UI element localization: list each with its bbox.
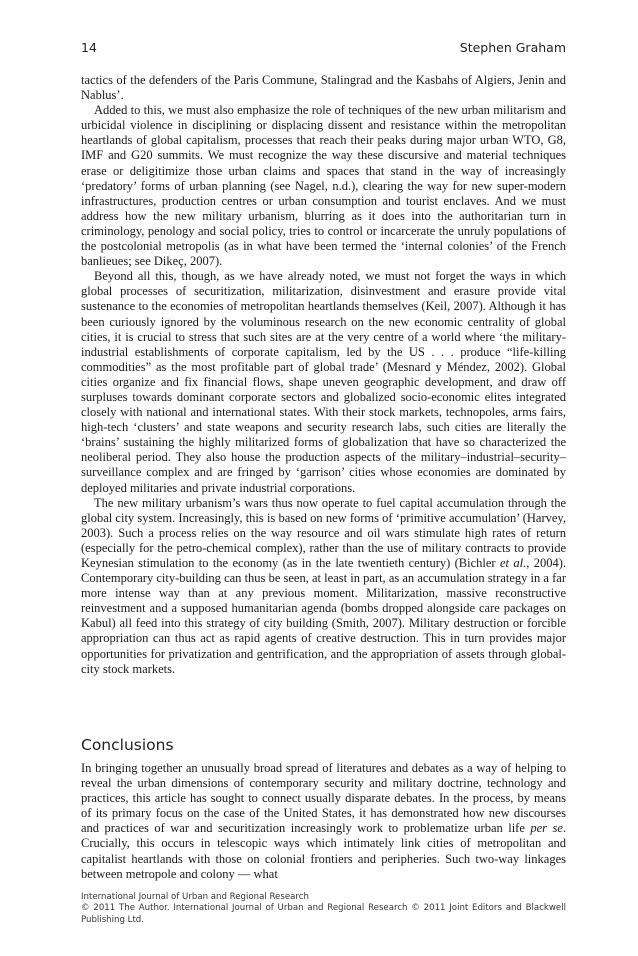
- running-head-author: Stephen Graham: [459, 40, 566, 55]
- page-number: 14: [81, 40, 97, 55]
- conclusions-body-text: [81, 761, 566, 882]
- paragraph-text: In bringing together an unusually broad spread of literatures and debates as a way of helping to reveal the urban dimensions of contemporary security and military doctrine, technology and practices, this article has sought to connect usually disparate debates. In the process, by means of its primary focus on the case of the United States, it has demonstrated how new discourses and practices of war and securitization increasingly work to problematize urban life: [81, 761, 566, 836]
- paragraph-capital-accumulation: [81, 496, 566, 677]
- running-head: [81, 40, 566, 55]
- paragraph-text: . Crucially, this occurs in telescopic ways which intimately link cities of metropolitan and capitalist heartlands with those on colonial frontiers and peripheries. Such two-way linkages between metropole and colony — what: [81, 821, 566, 881]
- section-heading-conclusions: Conclusions: [81, 736, 174, 754]
- paragraph-text: , 2004). Contemporary city-building can thus be seen, at least in part, as an accumulation strategy in a far more intense way than at any previous moment. Militarization, massive reconstructive reinvestment and a supposed humanitarian agenda (bombs dropped alongside care packages on Kabul) all feed into this strategy of city building (Smith, 2007). Military destruction or forcible appropriation can thus act as rapid agents of creative destruction. This in turn provides major opportunities for privatization and gentrification, and the appropriation of assets through global-city stock markets.: [81, 556, 566, 676]
- page-footer: [81, 892, 566, 926]
- italic-et-al: et al.: [499, 556, 527, 570]
- italic-per-se: per se: [530, 821, 563, 836]
- paragraph-text: The new military urbanism’s wars thus now operate to fuel capital accumulation through the global city system. Increasingly, this is based on new forms of ‘primitive accumulation’ (Harvey, 2003). Such a process relies on the way resource and oil wars stimulate high rates of return (especially for the petro-chemical complex), rather than the use of military contracts to provide Keynesian stimulation to the economy (as in the late twentieth century) (Bichler: [81, 495, 566, 570]
- footer-journal-name: International Journal of Urban and Regional Research: [81, 892, 309, 902]
- paragraph-urban-militarism: Added to this, we must also emphasize the role of techniques of the new urban militarism and urbicidal violence in disciplining or displacing dissent and resistance within the metropolitan heartlands of global capitalism, processes that reach their peaks during major urban WTO, G8, IMF and G20 summits. We must recognize the way these discursive and material techniques erase or deligitimize those urban claims and spaces that stand in the way of increasingly ‘predatory’ forms of urban planning (see Nagel, n.d.), clearing the way for new super-modern infrastructures, production centres or urban consumption and tourist enclaves. And we must address how the new military urbanism, blurring as it does into the authoritarian turn in criminology, penology and social policy, tries to control or incarcerate the unruly populations of the postcolonial metropolis (as in what have been termed the ‘internal colonies’ of the French banlieues; see Dikeç, 2007).: [81, 103, 566, 269]
- paragraph-continuation: tactics of the defenders of the Paris Commune, Stalingrad and the Kasbahs of Algiers, Jenin and Nablus’.: [81, 73, 566, 103]
- paragraph-global-cities: Beyond all this, though, as we have already noted, we must not forget the ways in which global processes of securitization, militarization, disinvestment and erasure provide vital sustenance to the economies of metropolitan heartlands themselves (Keil, 2007). Although it has been curiously ignored by the voluminous research on the new economic centrality of global cities, it is crucial to stress that such sites are at the very centre of a world where ‘the military-industrial establishments of corporate capitalism, led by the US . . . produce “life-killing commodities” as the most profitable part of global trade’ (Mesnard y Méndez, 2002). Global cities organize and fix financial flows, shape uneven geographic development, and draw off surpluses towards dominant corporate sectors and globalized socio-economic elites integrated closely with national and international states. With their stock markets, technopoles, arms fairs, high-tech ‘clusters’ and state weapons and security research labs, such cities are literally the ‘brains’ sustaining the highly militarized forms of globalization that have so characterized the neoliberal period. They also house the production aspects of the military–industrial–security–surveillance complex and are fringed by ‘garrison’ cities whose economies are dominated by deployed militaries and private industrial corporations.: [81, 269, 566, 495]
- footer-copyright: © 2011 The Author. International Journal of Urban and Regional Research © 2011 Joint Editors and Blackwell Publishing Ltd.: [81, 903, 566, 925]
- paragraph-conclusions: [81, 761, 566, 882]
- main-body-text: [81, 73, 566, 677]
